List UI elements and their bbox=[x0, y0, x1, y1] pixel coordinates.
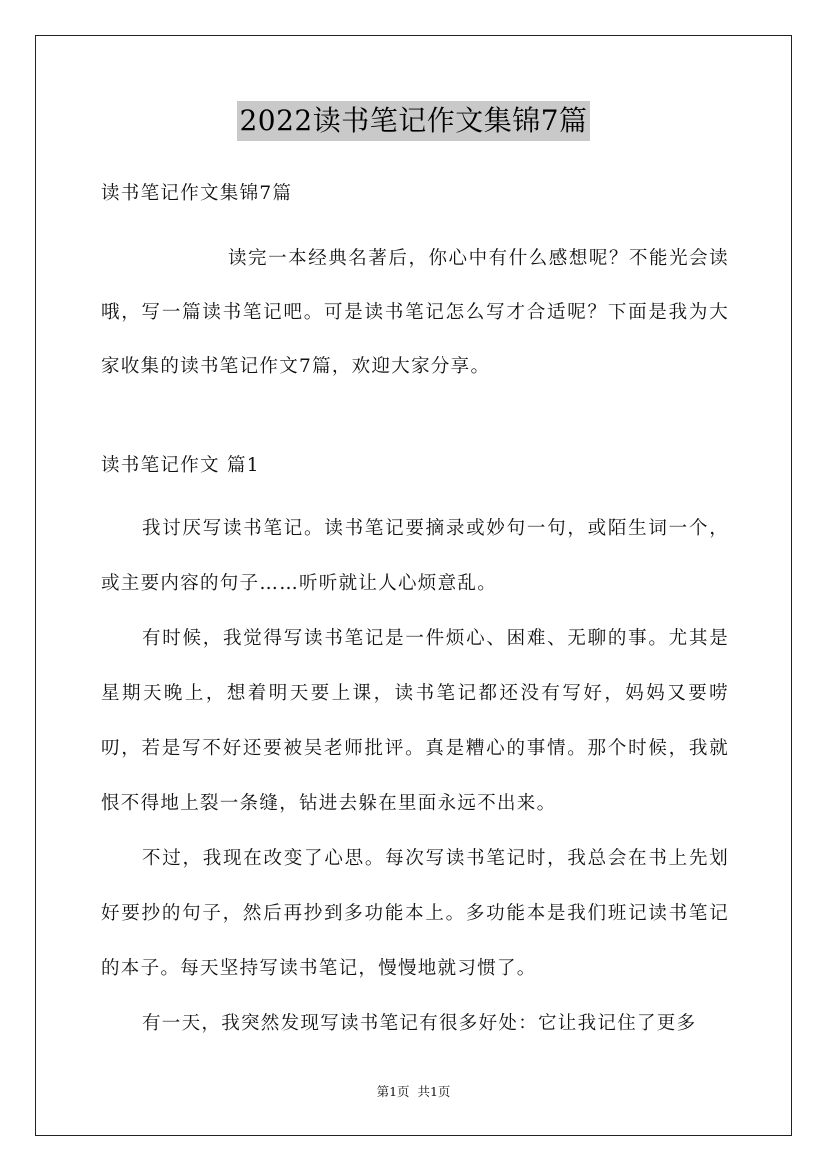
body-text bbox=[101, 501, 729, 1051]
intro-paragraph: 读完一本经典名著后，你心中有什么感想呢？不能光会读哦，写一篇读书笔记吧。可是读书笔记怎么写才合适呢？下面是我为大家收集的读书笔记作文7篇，欢迎大家分享。 bbox=[101, 248, 729, 377]
body-paragraph-2: 有时候，我觉得写读书笔记是一件烦心、困难、无聊的事。尤其是星期天晚上，想着明天要上课，读书笔记都还没有写好，妈妈又要唠叨，若是写不好还要被吴老师批评。真是糟心的事情。那个时候，我就恨不得地上裂一条缝，钻进去躲在里面永远不出来。 bbox=[101, 628, 729, 814]
document-title: 2022读书笔记作文集锦7篇 bbox=[237, 101, 589, 141]
page-footer: 第1页 共1页 bbox=[376, 1084, 451, 1099]
section-heading: 读书笔记作文 篇1 bbox=[101, 455, 260, 476]
title-container bbox=[0, 101, 827, 141]
body-paragraph-4: 有一天，我突然发现写读书笔记有很多好处：它让我记住了更多 bbox=[142, 1013, 697, 1034]
document-subtitle: 读书笔记作文集锦7篇 bbox=[101, 183, 293, 204]
body-paragraph-3: 不过，我现在改变了心思。每次写读书笔记时，我总会在书上先划好要抄的句子，然后再抄到多功能本上。多功能本是我们班记读书笔记的本子。每天坚持写读书笔记，慢慢地就习惯了。 bbox=[101, 848, 729, 979]
body-paragraph-1: 我讨厌写读书笔记。读书笔记要摘录或妙句一句，或陌生词一个，或主要内容的句子……听听就让人心烦意乱。 bbox=[101, 518, 729, 594]
